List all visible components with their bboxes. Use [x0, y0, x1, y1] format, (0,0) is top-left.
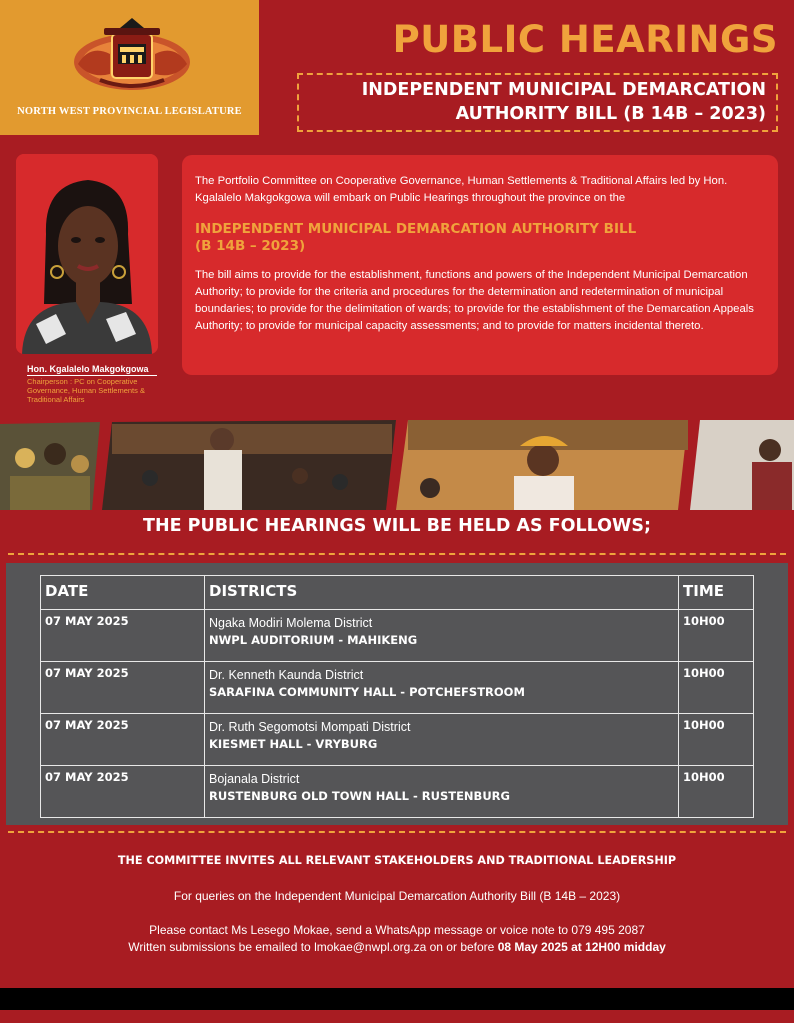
hearing-district: Bojanala District — [209, 772, 300, 786]
contact-block — [0, 922, 794, 956]
hearings-table — [40, 575, 754, 818]
table-row — [41, 766, 754, 818]
public-hearing-photo-strip — [0, 416, 794, 510]
chairperson-name: Hon. Kgalalelo Makgokgowa — [27, 364, 149, 374]
hearing-date: 07 MAY 2025 — [45, 718, 129, 732]
dashed-divider — [8, 553, 786, 555]
chairperson-portrait-icon — [16, 154, 158, 354]
hearing-time: 10H00 — [683, 770, 725, 784]
table-row — [41, 610, 754, 662]
hearing-date: 07 MAY 2025 — [45, 770, 129, 784]
footer-bar — [0, 988, 794, 1010]
footer-strip — [0, 1010, 794, 1023]
date-column-header: DATE — [41, 576, 205, 610]
invitation-text: THE COMMITTEE INVITES ALL RELEVANT STAKEHOLDERS AND TRADITIONAL LEADERSHIP — [117, 854, 677, 867]
hearing-date: 07 MAY 2025 — [45, 666, 129, 680]
time-column-header: TIME — [679, 576, 754, 610]
bill-name-line-2: (B 14B – 2023) — [195, 238, 306, 254]
hearing-venue: NWPL AUDITORIUM - MAHIKENG — [209, 633, 418, 647]
hearing-district: Dr. Ruth Segomotsi Mompati District — [209, 720, 411, 734]
table-header-row — [41, 576, 754, 610]
hearing-time: 10H00 — [683, 666, 725, 680]
legislature-emblem-icon — [70, 14, 195, 94]
bill-name — [195, 221, 766, 255]
submission-text: Written submissions be emailed to lmokae@nwpl.org.za on or before — [128, 940, 495, 954]
divider — [27, 375, 157, 376]
hearing-venue: RUSTENBURG OLD TOWN HALL - RUSTENBURG — [209, 789, 510, 803]
chairperson-role: Chairperson : PC on Cooperative Governance, Human Settlements & Traditional Affairs — [27, 377, 145, 404]
table-row — [41, 662, 754, 714]
contact-text: Please contact Ms Lesego Mokae, send a WhatsApp message or voice note to 079 495 2087 — [149, 923, 645, 937]
page-title: PUBLIC HEARINGS — [392, 18, 778, 61]
hearing-time: 10H00 — [683, 614, 725, 628]
bill-title-line-1: INDEPENDENT MUNICIPAL DEMARCATION — [361, 80, 766, 100]
schedule-heading: THE PUBLIC HEARINGS WILL BE HELD AS FOLLOWS; — [143, 516, 651, 536]
bill-aims-paragraph: The bill aims to provide for the establishment, functions and powers of the Independent Municipal Demarcation Authority; to provide for the criteria and procedures for the determination and redetermination of municipal boundaries; to provide for the delimitation of wards; to provide for the establishment of the Demarcation Appeals Authority; to provide for municipal capacity assessments; and to provide for matters incidental thereto. — [195, 269, 754, 332]
legislature-name: NORTH WEST PROVINCIAL LEGISLATURE — [17, 106, 242, 117]
bill-title-box — [297, 73, 778, 132]
hearing-venue: KIESMET HALL - VRYBURG — [209, 737, 378, 751]
hearing-district: Dr. Kenneth Kaunda District — [209, 668, 364, 682]
hearing-venue: SARAFINA COMMUNITY HALL - POTCHEFSTROOM — [209, 685, 525, 699]
logo-panel — [0, 0, 259, 135]
chairperson-photo — [16, 154, 158, 354]
districts-column-header: DISTRICTS — [205, 576, 679, 610]
queries-text: For queries on the Independent Municipal Demarcation Authority Bill (B 14B – 2023) — [173, 889, 621, 903]
dashed-divider — [8, 831, 786, 833]
intro-paragraph: The Portfolio Committee on Cooperative Governance, Human Settlements & Traditional Affairs led by Hon. Kgalalelo Makgokgowa will embark on Public Hearings throughout the province on the — [195, 175, 728, 204]
intro-card — [182, 155, 778, 375]
submission-line — [0, 939, 794, 956]
hearing-time: 10H00 — [683, 718, 725, 732]
bill-title-line-2: AUTHORITY BILL (B 14B – 2023) — [455, 104, 766, 124]
submission-deadline: 08 May 2025 at 12H00 midday — [497, 940, 666, 954]
bill-name-line-1: INDEPENDENT MUNICIPAL DEMARCATION AUTHORITY BILL — [195, 221, 637, 237]
hearing-district: Ngaka Modiri Molema District — [209, 616, 373, 630]
table-row — [41, 714, 754, 766]
hearing-date: 07 MAY 2025 — [45, 614, 129, 628]
